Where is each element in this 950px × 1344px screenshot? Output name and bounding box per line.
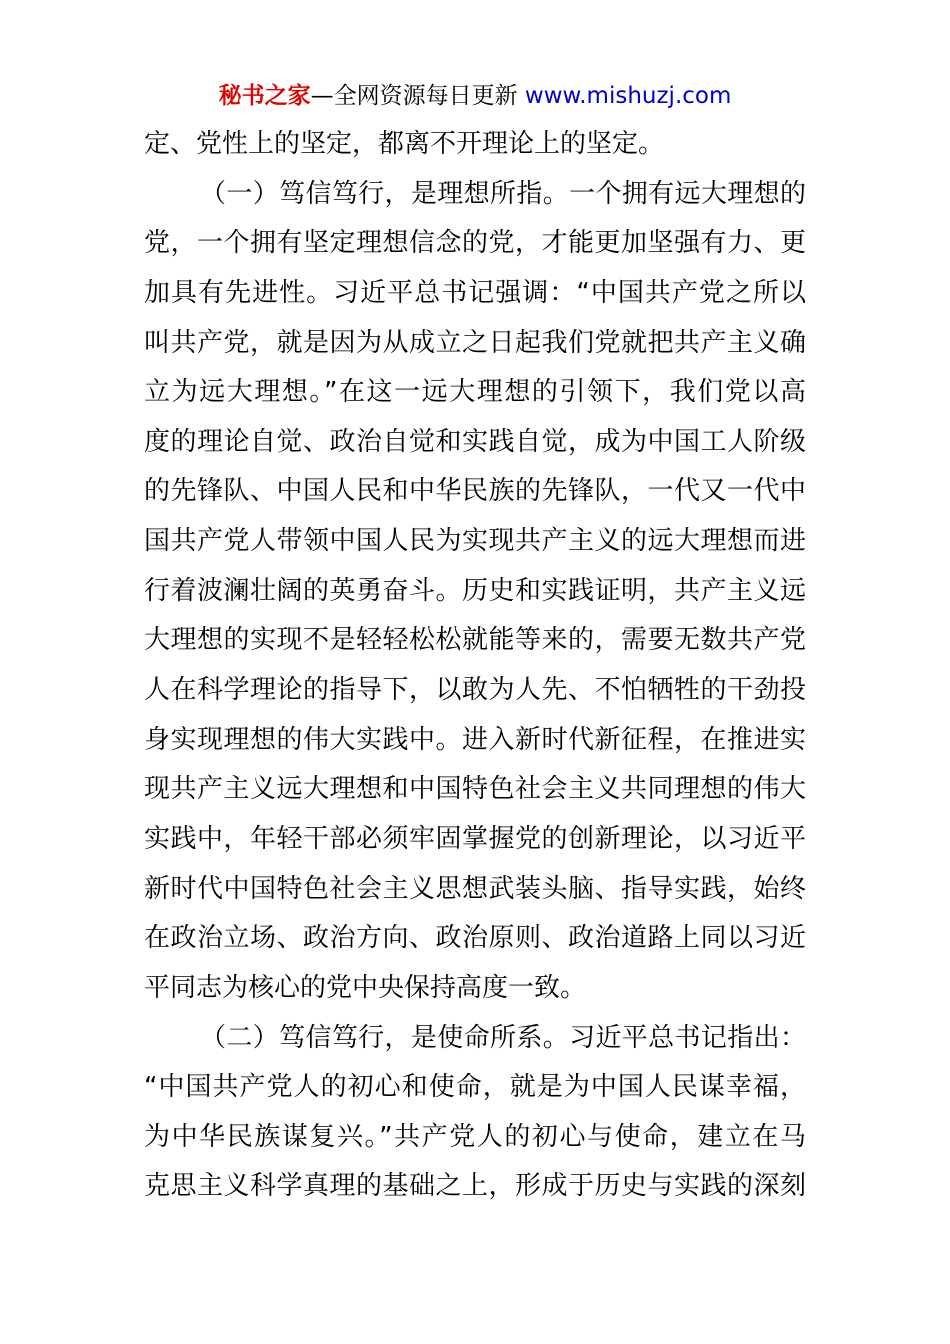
- header-tagline: —全网资源每日更新: [310, 83, 518, 109]
- site-header: [0, 78, 950, 114]
- text-line: 大理想的实现不是轻轻松松就能等来的，需要无数共产党: [144, 625, 806, 656]
- text-line: 立为远大理想。”在这一远大理想的引领下，我们党以高: [144, 377, 806, 408]
- text-line: 在政治立场、政治方向、政治原则、政治道路上同以习近: [144, 923, 806, 954]
- text-line: 为中华民族谋复兴。”共产党人的初心与使命，建立在马: [144, 1121, 806, 1152]
- text-line: 实践中，年轻干部必须牢固掌握党的创新理论，以习近平: [144, 823, 806, 854]
- text-line: 平同志为核心的党中央保持高度一致。: [144, 972, 587, 1003]
- brand-name: 秘书之家: [218, 83, 311, 109]
- text-line: 定、党性上的坚定，都离不开理论上的坚定。: [144, 129, 665, 159]
- text-line: 人在科学理论的指导下，以敢为人先、不怕牺牲的干劲投: [144, 675, 806, 706]
- text-line: 加具有先进性。习近平总书记强调：“中国共产党之所以: [144, 277, 806, 308]
- site-url-link[interactable]: www.mishuzj.com: [524, 83, 732, 109]
- text-line: 的先锋队、中国人民和中华民族的先锋队，一代又一代中: [144, 476, 806, 507]
- text-line: 党，一个拥有坚定理想信念的党，才能更加坚强有力、更: [144, 228, 806, 259]
- text-line: 行着波澜壮阔的英勇奋斗。历史和实践证明，共产主义远: [144, 575, 806, 606]
- text-line: 叫共产党，就是因为从成立之日起我们党就把共产主义确: [144, 327, 806, 358]
- paragraph-heading-line: （一）笃信笃行，是理想所指。一个拥有远大理想的: [200, 178, 806, 209]
- paragraph-heading-line: （二）笃信笃行，是使命所系。习近平总书记指出：: [200, 1022, 806, 1053]
- text-line: 身实现理想的伟大实践中。进入新时代新征程，在推进实: [144, 724, 806, 755]
- text-line: 度的理论自觉、政治自觉和实践自觉，成为中国工人阶级: [144, 426, 806, 457]
- document-body: [144, 120, 806, 1212]
- text-line: 国共产党人带领中国人民为实现共产主义的远大理想而进: [144, 526, 806, 557]
- text-line: 现共产主义远大理想和中国特色社会主义共同理想的伟大: [144, 774, 806, 805]
- text-line: 新时代中国特色社会主义思想武装头脑、指导实践，始终: [144, 873, 806, 904]
- text-line: 克思主义科学真理的基础之上，形成于历史与实践的深刻: [144, 1171, 806, 1202]
- text-line: “中国共产党人的初心和使命，就是为中国人民谋幸福，: [144, 1072, 806, 1103]
